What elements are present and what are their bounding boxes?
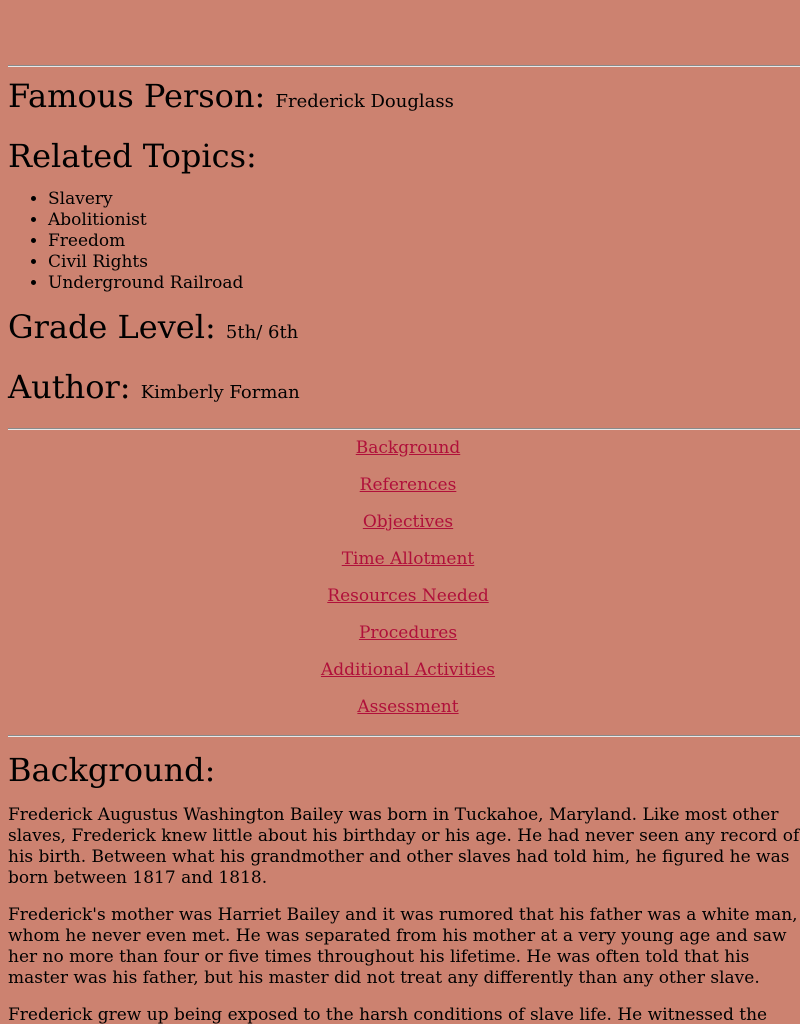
list-item: • Freedom [48, 231, 800, 252]
nav-link-additional-activities[interactable]: Additional Activities [320, 660, 496, 680]
page [8, 0, 800, 1024]
related-topics-label: Related Topics: [8, 137, 257, 175]
grade-level-heading [8, 308, 800, 352]
nav-link-time-allotment[interactable]: Time Allotment [341, 549, 475, 569]
background-heading: Background: [8, 751, 216, 789]
nav-link-resources-needed[interactable]: Resources Needed [327, 586, 489, 606]
background-paragraph: Frederick grew up being exposed to the harsh conditions of slave life. He witnessed the [8, 1005, 768, 1024]
list-item: • Abolitionist [48, 210, 800, 231]
grade-level-value: 5th/ 6th [225, 322, 299, 343]
list-item: • Civil Rights [48, 252, 800, 273]
background-paragraph: Frederick Augustus Washington Bailey was born in Tuckahoe, Maryland. Like most other slaves, Frederick knew little about his birthday or his age. He had never seen any record of his birth. Between what his grandmother and other slaves had told him, he figured he was born between 1817 and 1818. [8, 805, 800, 888]
list-item: • Underground Railroad [48, 273, 800, 294]
background-paragraph: Frederick's mother was Harriet Bailey and it was rumored that his father was a white man, whom he never even met. He was separated from his mother at a very young age and saw her no more than four or five times throughout his lifetime. He was often told that his master was his father, but his master did not treat any differently than any other slave. [8, 905, 798, 988]
famous-person-label: Famous Person: [8, 77, 266, 115]
famous-person-value: Frederick Douglass [275, 91, 454, 112]
nav-link-procedures[interactable]: Procedures [358, 623, 458, 643]
divider [8, 428, 800, 430]
grade-level-label: Grade Level: [8, 308, 216, 346]
famous-person-heading [8, 77, 800, 121]
author-label: Author: [8, 368, 131, 406]
nav-link-assessment[interactable]: Assessment [357, 697, 459, 717]
author-heading [8, 368, 800, 412]
section-nav [8, 438, 800, 718]
nav-link-objectives[interactable]: Objectives [362, 512, 454, 532]
related-topics-heading [8, 137, 800, 175]
nav-link-references[interactable]: References [359, 475, 457, 495]
related-topics-list [8, 189, 800, 294]
divider [8, 65, 800, 67]
divider [8, 735, 800, 737]
nav-link-background[interactable]: Background [355, 438, 461, 458]
author-value: Kimberly Forman [140, 382, 300, 403]
list-item: • Slavery [48, 189, 800, 210]
